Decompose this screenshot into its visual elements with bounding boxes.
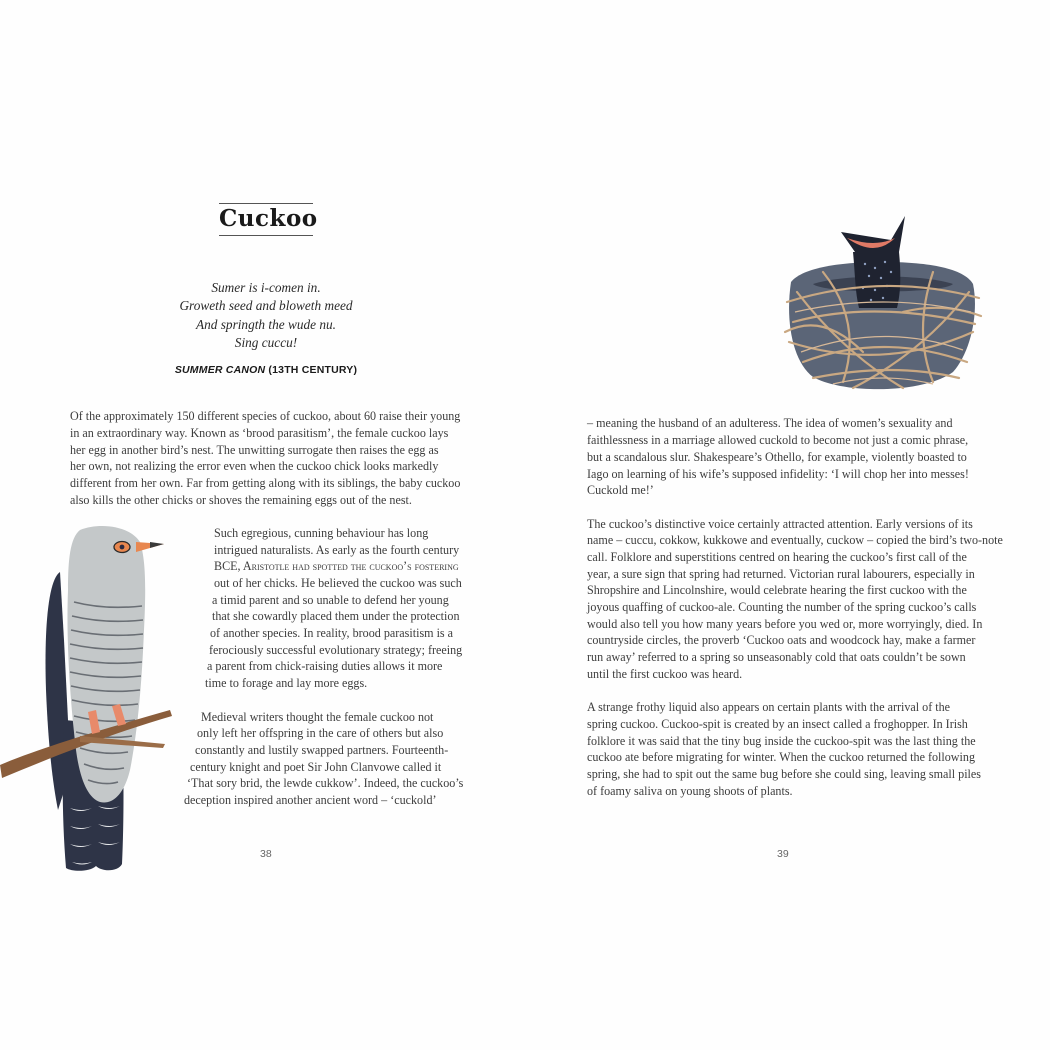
text-line: time to forage and lay more eggs. — [205, 676, 368, 690]
text-line: only left her offspring in the care of others but also — [197, 726, 444, 740]
text-line: Of the approximately 150 different species of cuckoo, about 60 raise their young — [70, 409, 461, 423]
text-line: her egg in another bird’s nest. The unwitting surrogate then raises the egg as — [70, 443, 439, 457]
epigraph-poem — [160, 279, 372, 352]
poem-line: Groweth seed and bloweth meed — [179, 298, 353, 314]
epigraph-attribution — [160, 364, 372, 376]
text-line: Such egregious, cunning behaviour has long — [214, 526, 429, 540]
poem-line: And springth the wude nu. — [196, 316, 336, 332]
text-line: also kills the other chicks or shoves the remaining eggs out of the nest. — [70, 493, 412, 507]
text-line: call. Folklore and superstitions centred on hearing the cuckoo’s first call of the — [587, 550, 967, 564]
text-line: Shropshire and Lincolnshire, would celebrate hearing the first cuckoo with the — [587, 583, 967, 597]
text-line: run away’ referred to a spring so unseasonably cold that oats couldn’t be sown — [587, 650, 966, 664]
text-line: – meaning the husband of an adulteress. The idea of women’s sexuality and — [587, 416, 953, 430]
beak-tip — [150, 542, 164, 548]
text-line: name – cuccu, cokkow, kukkowe and eventually, cuckow – copied the bird’s two-note — [587, 533, 1003, 547]
text-line: joyous quaffing of cuckoo-ale. Counting the number of the spring cuckoo’s calls — [587, 600, 977, 614]
text-line: would also tell you how many years before you wed or, more worryingly, died. In — [587, 617, 983, 631]
text-line: Cuckold me!’ — [587, 483, 654, 497]
text-line: in an extraordinary way. Known as ‘brood parasitism’, the female cuckoo lays — [70, 426, 449, 440]
text-line: Iago on learning of his wife’s supposed infidelity: ‘I will chop her into messes! — [587, 467, 969, 481]
text-line: A strange frothy liquid also appears on certain plants with the arrival of the — [587, 700, 951, 714]
text-line: century knight and poet Sir John Clanvowe called it — [190, 760, 442, 774]
attribution-title: SUMMER CANON — [174, 364, 266, 376]
title-rule-bottom — [219, 235, 313, 236]
text-line: countryside circles, the proverb ‘Cuckoo oats and woodcock hay, make a farmer — [587, 633, 976, 647]
attribution-date: (13TH CENTURY) — [268, 364, 358, 376]
text-line: different from her own. Far from getting along with its siblings, the baby cuckoo — [70, 476, 461, 490]
text-line: ‘That sory brid, the lewde cukkow’. Indeed, the cuckoo’s — [187, 776, 464, 790]
cuckoo-illustration — [0, 520, 195, 880]
right-page — [525, 0, 1050, 1050]
text-line: of another species. In reality, brood parasitism is a — [210, 626, 454, 640]
nest-illustration — [783, 212, 983, 402]
text-line: intrigued naturalists. As early as the fourth century — [214, 543, 460, 557]
text-line: a timid parent and so unable to defend her young — [212, 593, 449, 607]
chick-body — [853, 252, 900, 308]
text-line: of foamy saliva on young shoots of plants. — [587, 784, 793, 798]
text-line: deception inspired another ancient word – ‘cuckold’ — [184, 793, 437, 807]
page-number-right: 39 — [777, 848, 789, 860]
chapter-title: Cuckoo — [219, 205, 318, 232]
page-number-left: 38 — [260, 848, 272, 860]
text-line: ferociously successful evolutionary strategy; freeing — [209, 643, 463, 657]
poem-line: Sing cuccu! — [234, 334, 298, 350]
text-line: a parent from chick-raising duties allows it more — [207, 659, 443, 673]
text-line: BCE, Aristotle had spotted the cuckoo’s fostering — [214, 559, 459, 573]
chapter-title-block — [219, 203, 318, 236]
text-line: Medieval writers thought the female cuckoo not — [201, 710, 434, 724]
poem-line: Sumer is i-comen in. — [211, 280, 321, 295]
text-line: year, a sure sign that spring had returned. Victorian rural labourers, especially in — [587, 567, 975, 581]
text-line: spring cuckoo. Cuckoo-spit is created by an insect called a froghopper. In Irish — [587, 717, 968, 731]
text-line: her own, not realizing the error even when the cuckoo chick looks markedly — [70, 459, 439, 473]
text-line: out of her chicks. He believed the cuckoo was such — [214, 576, 462, 590]
text-line: until the first cuckoo was heard. — [587, 667, 743, 681]
text-line: faithlessness in a marriage allowed cuckold to become not just a comic phrase, — [587, 433, 969, 447]
text-line: spring, she had to spit out the same bug before she could sing, leaving small piles — [587, 767, 981, 781]
text-line: constantly and lustily swapped partners. Fourteenth- — [195, 743, 449, 757]
body-shape — [67, 526, 145, 803]
text-line: cuckoo ate before migrating for winter. When the cuckoo returned the following — [587, 750, 975, 764]
text-line: that she cowardly placed them under the protection — [212, 609, 460, 623]
text-line: but a scandalous slur. Shakespeare’s Othello, for example, violently boasted to — [587, 450, 967, 464]
text-line: The cuckoo’s distinctive voice certainly attracted attention. Early versions of its — [587, 517, 973, 531]
text-line: folklore it was said that the tiny bug inside the cuckoo-spit was the last thing the — [587, 734, 976, 748]
pupil — [120, 545, 125, 550]
